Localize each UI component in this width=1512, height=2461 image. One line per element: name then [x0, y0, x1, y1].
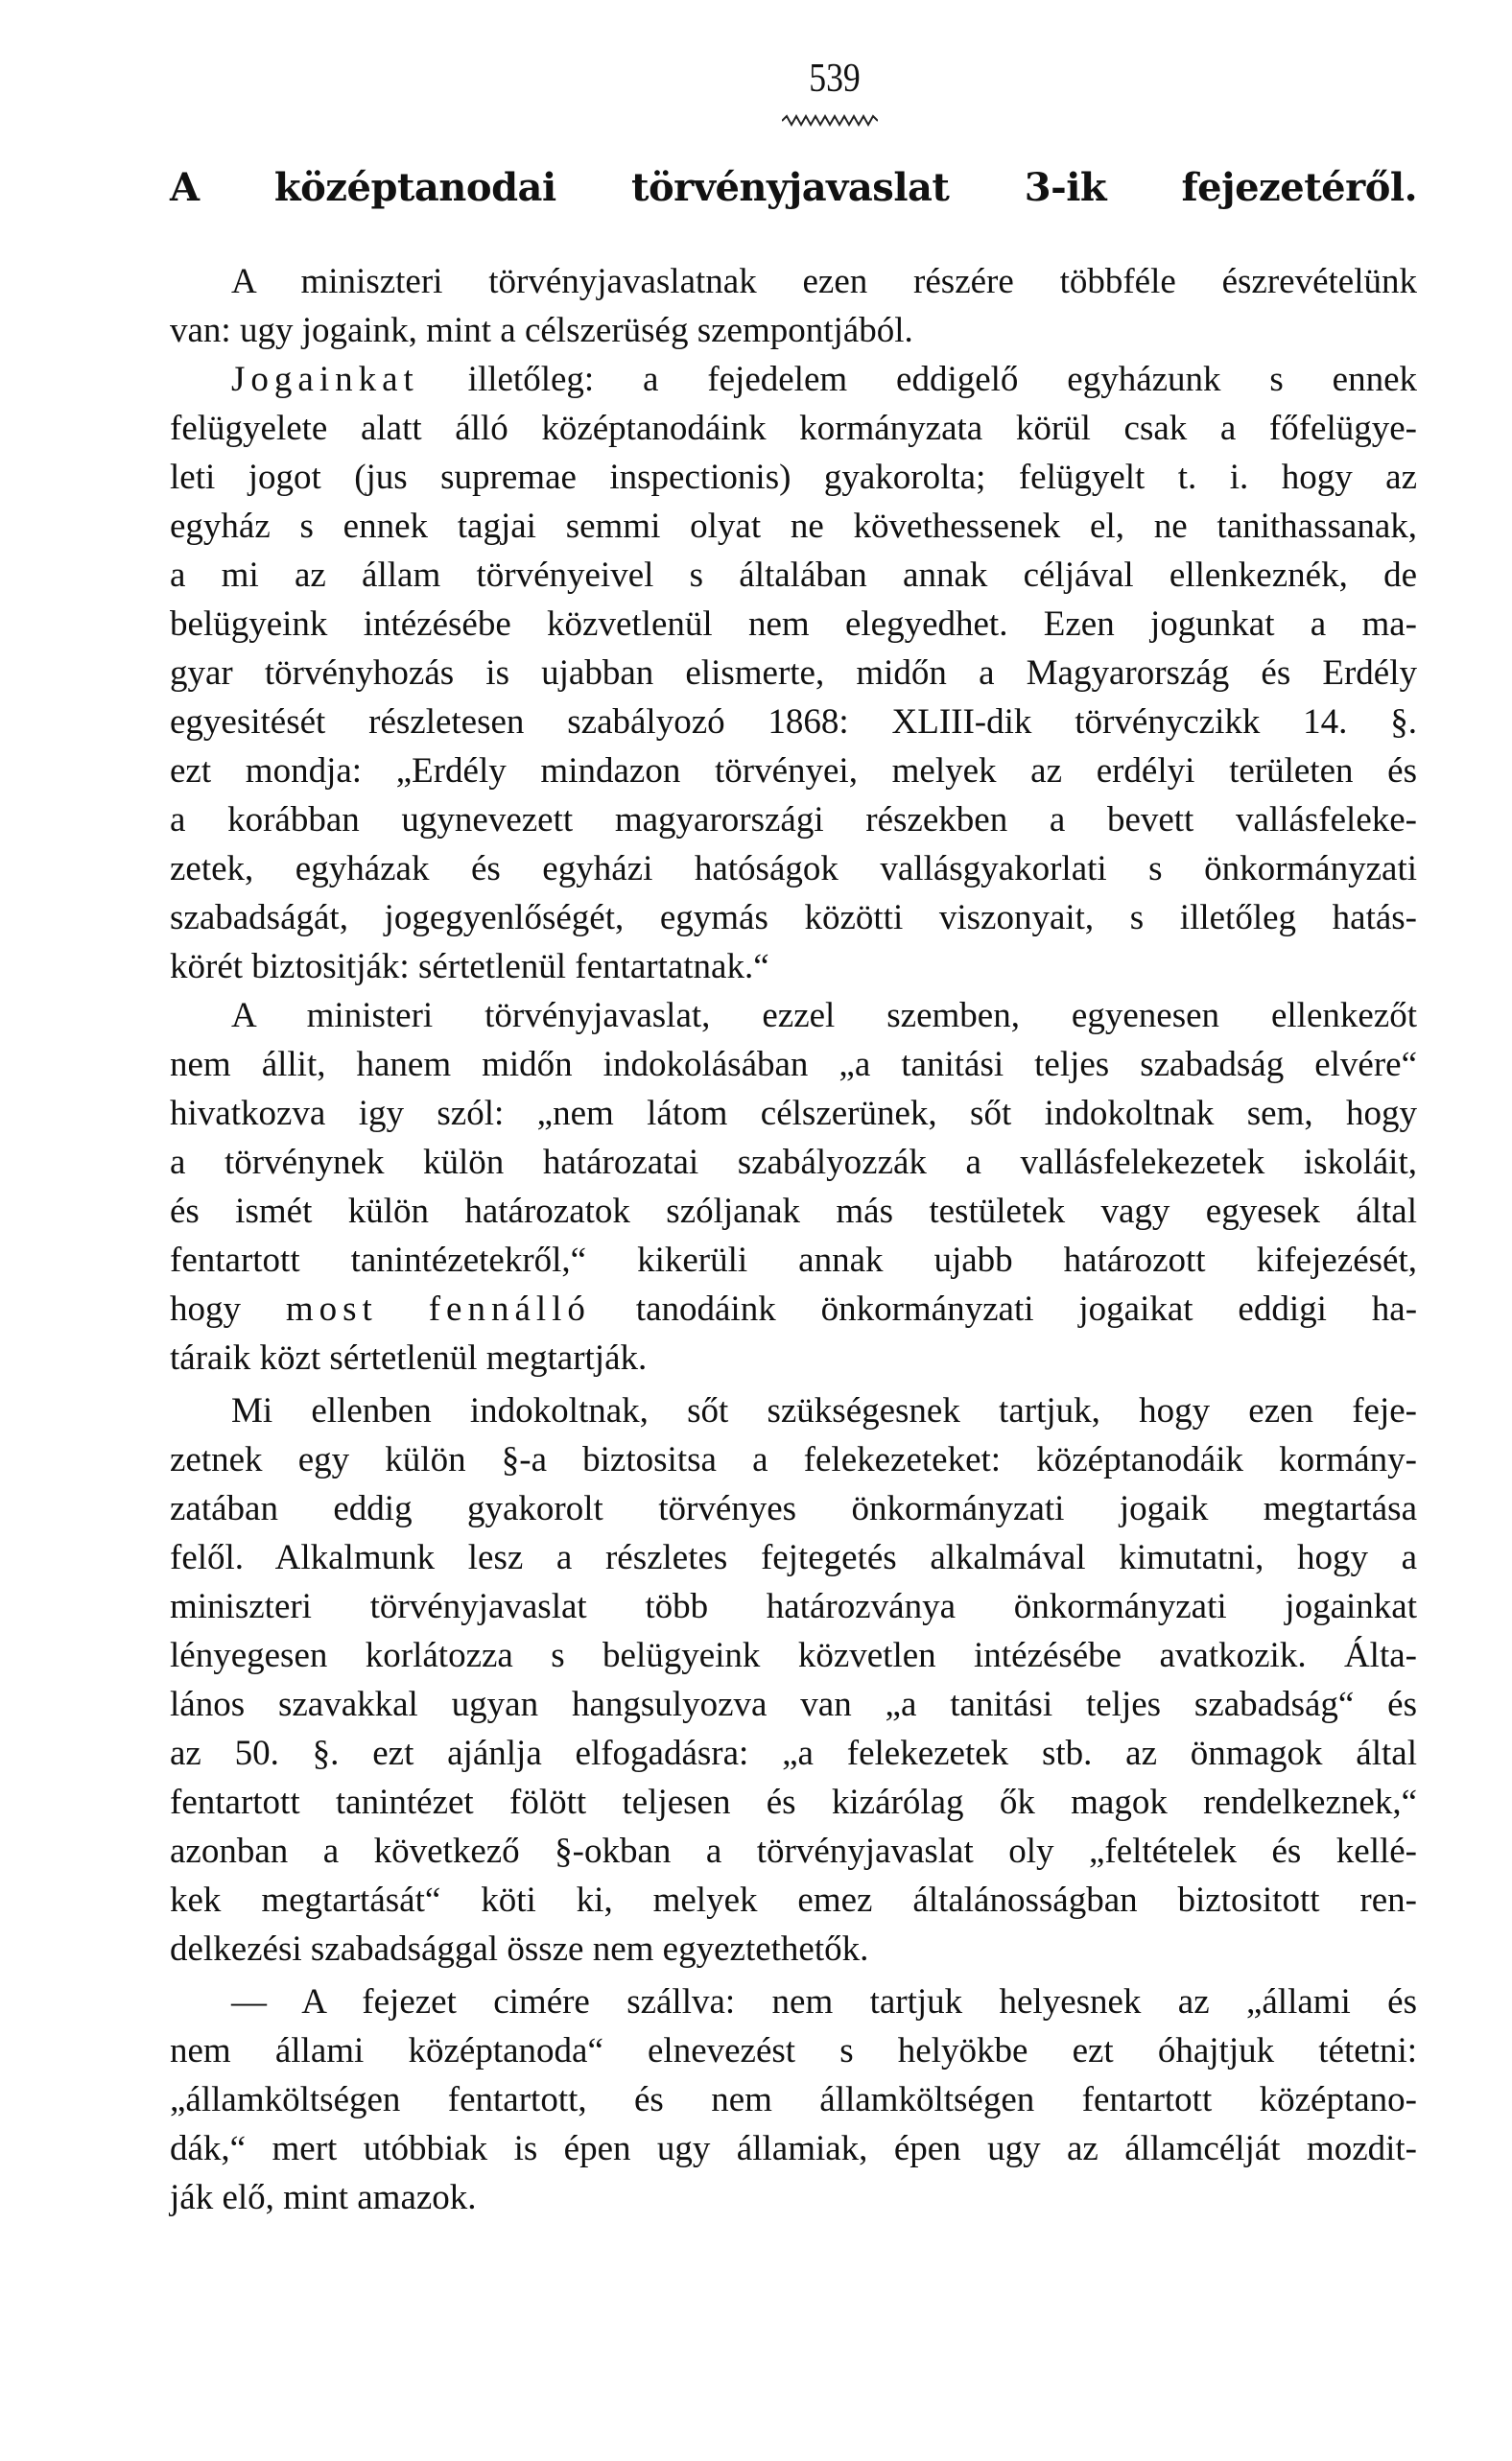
paragraph [170, 1977, 1417, 2222]
page-number: 539 [809, 57, 861, 101]
text-line: lényegesen korlátozza s belügyeink közvetlen intézésébe avatkozik. Álta- [170, 1636, 1417, 1675]
text-line: kek megtartását“ köti ki, melyek emez általánosságban biztositott ren- [170, 1881, 1417, 1920]
text-line: az 50. §. ezt ajánlja elfogadásra: „a felekezetek stb. az önmagok által [170, 1734, 1417, 1773]
text-line: hogy most fennálló tanodáink önkormányzati jogaikat eddigi ha- [170, 1290, 1418, 1329]
text-line: dák,“ mert utóbbiak is épen ugy államiak, épen ugy az államcélját mozdit- [170, 2129, 1417, 2168]
paragraph [170, 991, 1417, 1383]
text-line: ezt mondja: „Erdély mindazon törvényei, melyek az erdélyi területen és [170, 751, 1417, 791]
text-line: zetnek egy külön §-a biztositsa a felekezeteket: középtanodáik kormány- [170, 1440, 1417, 1479]
text-line: belügyeink intézésébe közvetlenül nem elegyedhet. Ezen jogunkat a ma- [170, 604, 1417, 644]
text-line: azonban a következő §-okban a törvényjavaslat oly „feltételek és kellé- [170, 1832, 1417, 1871]
text-line: A miniszteri törvényjavaslatnak ezen részére többféle észrevételünk [231, 262, 1417, 301]
article-body [170, 257, 1417, 2222]
text-line: egyház s ennek tagjai semmi olyat ne követhessenek el, ne tanithassanak, [170, 507, 1417, 546]
text-line: a törvénynek külön határozatai szabályozzák a vallásfelekezetek iskoláit, [170, 1143, 1417, 1182]
text-line: nem állit, hanem midőn indokolásában „a tanitási teljes szabadság elvére“ [170, 1045, 1417, 1084]
text-line: — A fejezet cimére szállva: nem tartjuk helyesnek az „állami és [231, 1982, 1417, 2022]
text-line: nem állami középtanoda“ elnevezést s helyökbe ezt óhajtjuk tétetni: [170, 2031, 1417, 2071]
text-line: egyesitését részletesen szabályozó 1868: XLIII-dik törvényczikk 14. §. [170, 702, 1417, 742]
text-line: zetek, egyházak és egyházi hatóságok vallásgyakorlati s önkormányzati [170, 849, 1417, 888]
article-title: A középtanodai törvényjavaslat 3-ik fejezetéről. [170, 165, 1417, 210]
text-line: zatában eddig gyakorolt törvényes önkormányzati jogaik megtartása [170, 1489, 1417, 1528]
text-line: delkezési szabadsággal össze nem egyeztethetők. [170, 1929, 869, 1969]
text-line: szabadságát, jogegyenlőségét, egymás közötti viszonyait, s illetőleg hatás- [170, 898, 1417, 937]
text-line: felügyelete alatt álló középtanodáink kormányzata körül csak a főfelügye- [170, 409, 1417, 448]
text-line: hivatkozva igy szól: „nem látom célszerünek, sőt indokoltnak sem, hogy [170, 1094, 1417, 1133]
text-line: a korábban ugynevezett magyarországi részekben a bevett vallásfeleke- [170, 800, 1417, 840]
spaced-emphasis: Jogainkat [231, 360, 419, 399]
paragraph [170, 257, 1417, 355]
text-line: Jogainkat illetőleg: a fejedelem eddigelő egyházunk s ennek [231, 360, 1417, 399]
text-line: táraik közt sértetlenül megtartják. [170, 1338, 648, 1378]
text-line: a mi az állam törvényeivel s általában annak céljával ellenkeznék, de [170, 556, 1417, 595]
text-line: ják elő, mint amazok. [170, 2178, 477, 2217]
text-line: Mi ellenben indokoltnak, sőt szükségesnek tartjuk, hogy ezen feje- [231, 1391, 1417, 1431]
text-line: „államköltségen fentartott, és nem államköltségen fentartott középtano- [170, 2080, 1417, 2119]
text-line: fentartott tanintézet fölött teljesen és kizárólag ők magok rendelkeznek,“ [170, 1783, 1417, 1822]
text-line: leti jogot (jus supremae inspectionis) gyakorolta; felügyelt t. i. hogy az [170, 458, 1417, 497]
spaced-emphasis: most fennálló [285, 1290, 591, 1329]
decorative-wave-rule [782, 113, 878, 129]
text-line: körét biztositják: sértetlenül fentartatnak.“ [170, 947, 769, 986]
text-line: miniszteri törvényjavaslat több határozványa önkormányzati jogainkat [170, 1587, 1417, 1626]
text-line: gyar törvényhozás is ujabban elismerte, midőn a Magyarország és Erdély [170, 653, 1417, 693]
paragraph [170, 1386, 1417, 1974]
text-line: lános szavakkal ugyan hangsulyozva van „a tanitási teljes szabadság“ és [170, 1685, 1417, 1724]
text-line: és ismét külön határozatok szóljanak más testületek vagy egyesek által [170, 1192, 1417, 1231]
text-line: A ministeri törvényjavaslat, ezzel szemben, egyenesen ellenkezőt [231, 996, 1417, 1035]
text-line: van: ugy jogaink, mint a célszerüség szempontjából. [170, 311, 913, 350]
text-line: fentartott tanintézetekről,“ kikerüli annak ujabb határozott kifejezését, [170, 1241, 1417, 1280]
paragraph [170, 355, 1417, 991]
text-line: felől. Alkalmunk lesz a részletes fejtegetés alkalmával kimutatni, hogy a [170, 1538, 1417, 1577]
